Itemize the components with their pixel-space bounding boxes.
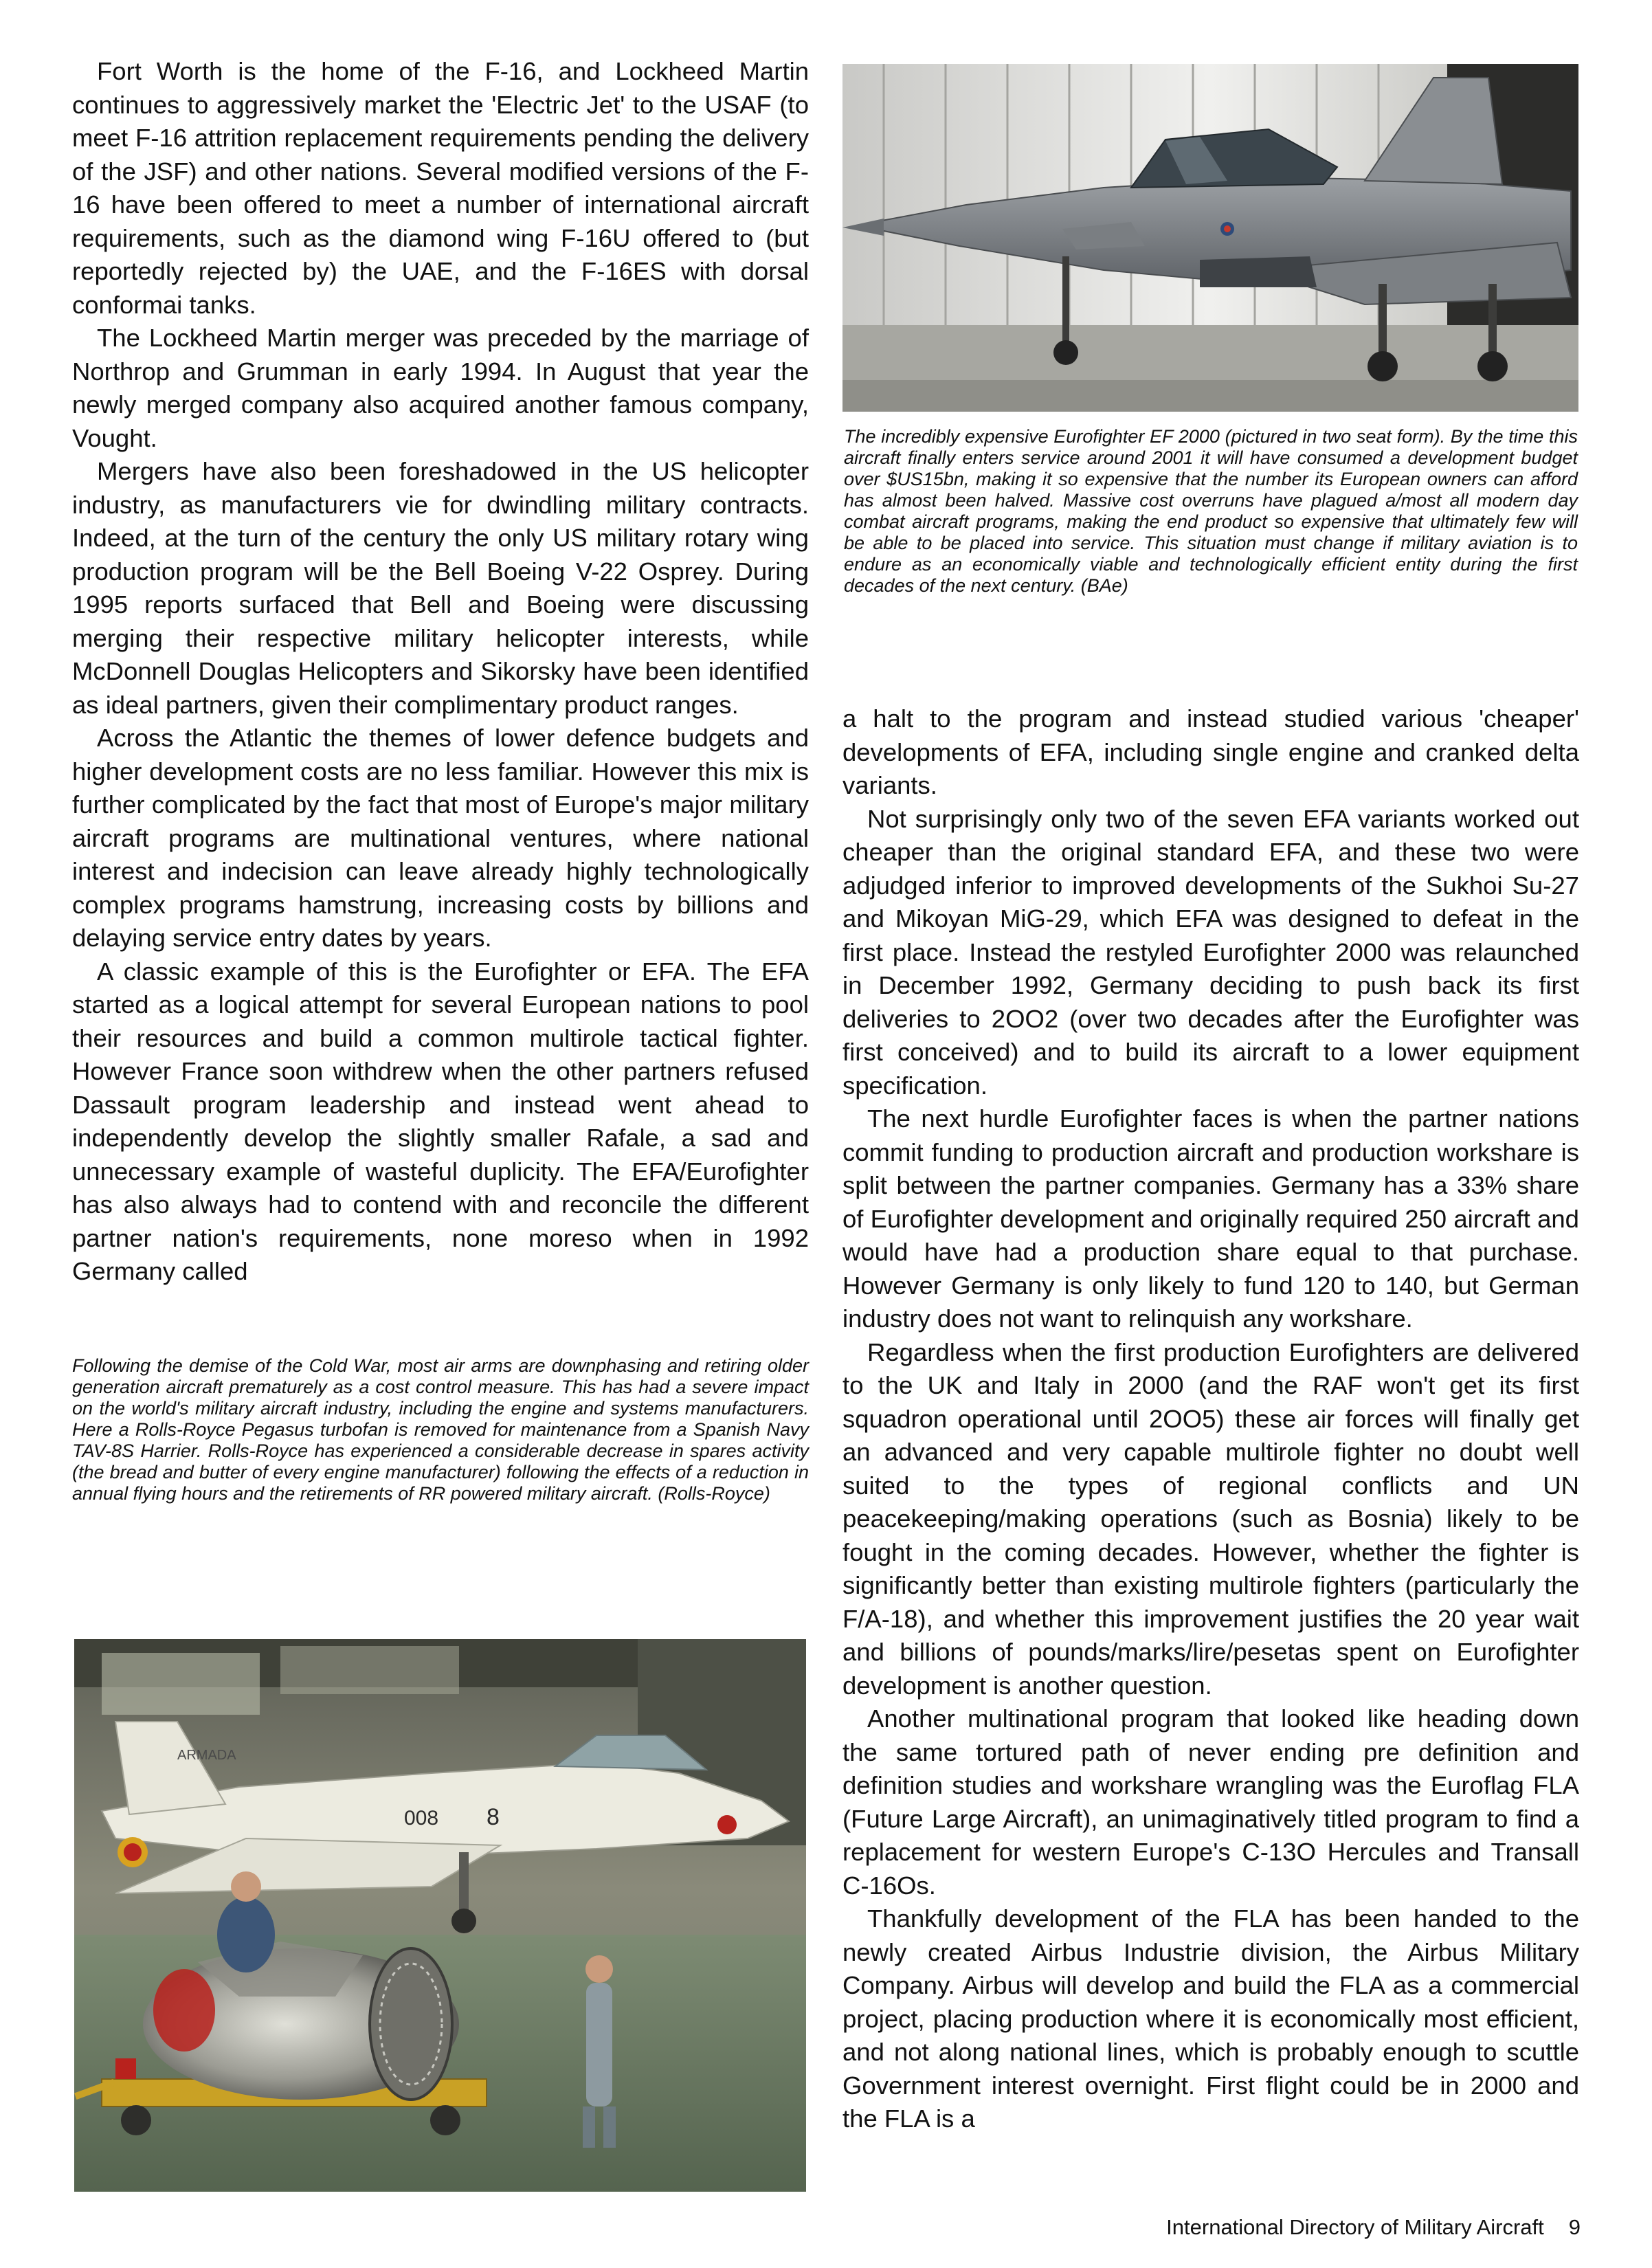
fuselage-text-marking: ARMADA <box>177 1748 236 1763</box>
paragraph-deliveries: Regardless when the first production Eurofighters are delivered to the UK and Italy in 2000 (and the RAF won't get its first squadron operational until 2OO5) these air forces will finally get an advanced and very capable multirole fighter no doubt well suited to the types of regional conflicts and UN peacekeeping/making operations (such as Bosnia) likely to be fought in the coming decades. However, whether the fighter is significantly better than existing multirole fighters (particularly the F/A-18), and whether this improvement justifies the 20 year wait and billions of pounds/marks/lire/pesetas spent on Eurofighter development is another question. <box>842 1337 1579 1700</box>
harrier-engine-photo <box>74 1639 806 2192</box>
eurofighter-caption-block <box>844 426 1578 597</box>
tail-code-marking: 008 <box>404 1807 439 1830</box>
paragraph-atlantic: Across the Atlantic the themes of lower defence budgets and higher development costs are no less familiar. However this mix is further complicated by the fact that most of Europe's major military aircraft programs are multinational ventures, where national interest and indecision can leave already highly technologically complex programs hamstrung, increasing costs by billions and delaying service entry dates by years. <box>72 724 809 952</box>
paragraph-northrop: The Lockheed Martin merger was preceded by the marriage of Northrop and Grumman in early 1994. In August that year the newly merged company also acquired another famous company, Vought. <box>72 324 809 452</box>
page-footer <box>1100 2215 1581 2240</box>
paragraph-efa: A classic example of this is the Eurofighter or EFA. The EFA started as a logical attempt for several European nations to pool their resources and build a common multirole tactical fighter. However France soon withdrew when the other partners refused Dassault program leadership and instead went ahead to independently develop the slightly smaller Rafale, a sad and unnecessary example of wasteful duplicity. The EFA/Eurofighter has also always had to contend with and reconcile the different partner nation's requirements, none moreso when in 1992 Germany called <box>72 957 809 1285</box>
eurofighter-caption: The incredibly expensive Eurofighter EF 2000 (pictured in two seat form). By the time this aircraft finally enters service around 2001 it will have consumed a development budget over $US15bn, making it so expensive that the number its European owners can afford has almost been halved. Massive cost overruns have plagued a/most all modern day combat aircraft programs, making the end product so expensive that ultimately few will be able to be placed into service. This situation must change if military aviation is to endure as an economically viable and technologically efficient entity during the first decades of the next century. (BAe) <box>844 426 1578 596</box>
page-number: 9 <box>1568 2215 1581 2239</box>
right-column <box>842 702 1579 2136</box>
paragraph-fla: Another multinational program that looked like heading down the same tortured path of never ending pre definition and definition studies and workshare wrangling was the Euroflag FLA (Future Large Aircraft), an unimaginatively titled program to find a replacement for western Europe's C-13O Hercules and Transall C-16Os. <box>842 1704 1579 1900</box>
harrier-caption: Following the demise of the Cold War, most air arms are downphasing and retiring older generation aircraft prematurely as a cost control measure. This has had a severe impact on the world's military aircraft industry, including the engine and systems manufacturers. Here a Rolls-Royce Pegasus turbofan is removed for maintenance from a Spanish Navy TAV-8S Harrier. Rolls-Royce has experienced a considerable decrease in spares activity (the bread and butter of every engine manufacturer) following the effects of a reduction in annual flying hours and the retirements of RR powered military aircraft. (Rolls-Royce) <box>72 1355 809 1504</box>
eurofighter-illustration <box>842 64 1578 412</box>
paragraph-workshare: The next hurdle Eurofighter faces is when the partner nations commit funding to production aircraft and production workshare is split between the partner companies. Germany has a 33% share of Eurofighter development and originally required 250 aircraft and would have had a production share equal to that purchase. However Germany is only likely to fund 120 to 140, but German industry does not want to relinquish any workshare. <box>842 1104 1579 1333</box>
nose-number-marking: 8 <box>487 1804 500 1830</box>
harrier-caption-block <box>72 1355 809 1504</box>
publication-title: International Directory of Military Aircraft <box>1166 2215 1544 2239</box>
eurofighter-photo <box>842 64 1578 412</box>
paragraph-f16: Fort Worth is the home of the F-16, and Lockheed Martin continues to aggressively market the 'Electric Jet' to the USAF (to meet F-16 attrition replacement requirements pending the delivery of the JSF) and other nations. Several modified versions of the F-16 have been offered to meet a number of international aircraft requirements, such as the diamond wing F-16U offered to (but reportedly rejected by) the UAE, and the F-16ES with dorsal conformai tanks. <box>72 57 809 319</box>
harrier-engine-illustration <box>74 1639 806 2192</box>
paragraph-halt: a halt to the program and instead studied various 'cheaper' developments of EFA, including single engine and cranked delta variants. <box>842 704 1579 799</box>
paragraph-helicopter: Mergers have also been foreshadowed in the US helicopter industry, as manufacturers vie for dwindling military contracts. Indeed, at the turn of the century the only US military rotary wing production program will be the Bell Boeing V-22 Osprey. During 1995 reports surfaced that Bell and Boeing were discussing merging their respective military helicopter interests, while McDonnell Douglas Helicopters and Sikorsky have been identified as ideal partners, given their complimentary product ranges. <box>72 457 809 719</box>
left-column <box>72 55 809 1289</box>
paragraph-variants: Not surprisingly only two of the seven EFA variants worked out cheaper than the original standard EFA, and these two were adjudged inferior to improved developments of the Sukhoi Su-27 and Mikoyan MiG-29, which EFA was designed to defeat in the first place. Instead the restyled Eurofighter 2000 was relaunched in December 1992, Germany deciding to push back its first deliveries to 2OO2 (over two decades after the Eurofighter was first conceived) and to build its aircraft to a lower equipment specification. <box>842 804 1579 1100</box>
paragraph-airbus: Thankfully development of the FLA has been handed to the newly created Airbus Industrie division, the Airbus Military Company. Airbus will develop and build the FLA as a commercial project, placing production where it is economically most efficient, and not along national lines, which is probably enough to scuttle Government interest overnight. First flight could be in 2000 and the FLA is a <box>842 1904 1579 2133</box>
